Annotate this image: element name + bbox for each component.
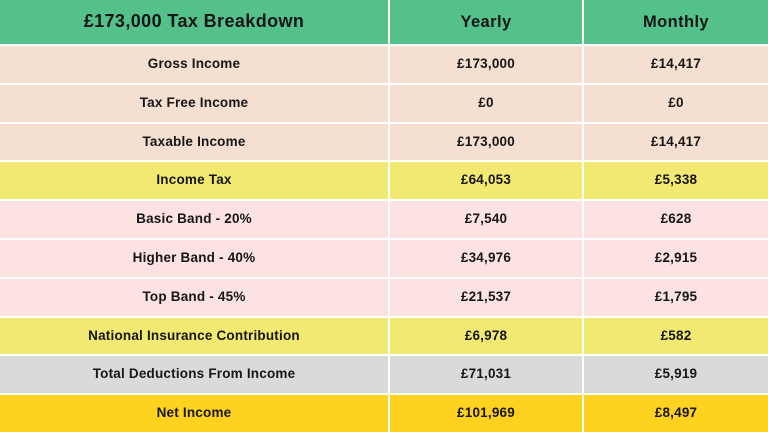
row-value-yearly: £64,053: [390, 162, 582, 199]
row-label: Gross Income: [0, 46, 388, 83]
row-value-monthly: £5,338: [584, 162, 768, 199]
row-value-monthly: £14,417: [584, 46, 768, 83]
column-header-monthly: Monthly: [584, 0, 768, 44]
row-value-monthly: £5,919: [584, 356, 768, 393]
row-value-yearly: £173,000: [390, 46, 582, 83]
row-label: Top Band - 45%: [0, 279, 388, 316]
row-value-monthly: £1,795: [584, 279, 768, 316]
row-label: Higher Band - 40%: [0, 240, 388, 277]
row-label: National Insurance Contribution: [0, 318, 388, 355]
row-label: Tax Free Income: [0, 85, 388, 122]
row-value-yearly: £0: [390, 85, 582, 122]
row-value-yearly: £173,000: [390, 124, 582, 161]
row-label: Income Tax: [0, 162, 388, 199]
row-value-yearly: £71,031: [390, 356, 582, 393]
row-label: Net Income: [0, 395, 388, 432]
row-value-yearly: £6,978: [390, 318, 582, 355]
column-header-yearly: Yearly: [390, 0, 582, 44]
row-value-yearly: £34,976: [390, 240, 582, 277]
table-title: £173,000 Tax Breakdown: [0, 0, 388, 44]
row-value-monthly: £0: [584, 85, 768, 122]
row-value-yearly: £21,537: [390, 279, 582, 316]
row-value-monthly: £14,417: [584, 124, 768, 161]
row-label: Total Deductions From Income: [0, 356, 388, 393]
row-label: Basic Band - 20%: [0, 201, 388, 238]
row-label: Taxable Income: [0, 124, 388, 161]
row-value-monthly: £8,497: [584, 395, 768, 432]
row-value-yearly: £7,540: [390, 201, 582, 238]
row-value-monthly: £2,915: [584, 240, 768, 277]
row-value-monthly: £582: [584, 318, 768, 355]
row-value-monthly: £628: [584, 201, 768, 238]
row-value-yearly: £101,969: [390, 395, 582, 432]
